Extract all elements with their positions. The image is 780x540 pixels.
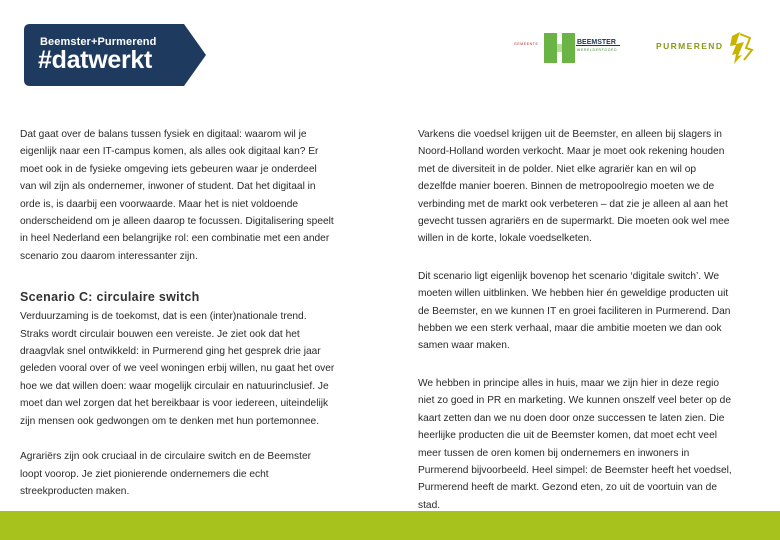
- text-line: moet dan wel zorgen dat het bereikbaar is voor iedereen, uiteindelijk: [20, 398, 329, 410]
- text-line: verbinding met de markt ook verbeteren – dat zie je alleen al aan het: [418, 198, 728, 210]
- text-line: niet zo goed in PR en marketing. We kunnen onszelf veel beter op de: [418, 395, 731, 407]
- left-paragraph-2: [20, 308, 390, 430]
- text-line: moeten willen uitblinken. We hebben hier én geweldige producten uit: [418, 288, 729, 300]
- text-line: meer tussen de oren komen bij ondernemers en inwoners in: [418, 447, 690, 459]
- text-line: hoe we dat willen doen: waar mogelijk circulair en natuurinclusief. Je: [20, 380, 329, 392]
- beemster-logo-name: BEEMSTER: [577, 39, 616, 46]
- beemster-logo: [514, 30, 624, 66]
- text-line: Purmerend bijvoorbeeld. Heel simpel: de Beemster heeft het voedsel,: [418, 464, 732, 476]
- page-header: [0, 0, 780, 118]
- text-line: kaart zetten dan we nu doen door onze successen te laten zien. Die: [418, 412, 725, 424]
- text-line: Purmerend heeft de markt. Gezond eten, zo uit de voortuin van de: [418, 482, 718, 494]
- text-line: Agrariërs zijn ook cruciaal in de circulaire switch en de Beemster: [20, 451, 312, 463]
- text-line: gevecht tussen agrariërs en de supermarkt. Die moeten ook wel mee: [418, 216, 730, 228]
- text-line: orde is, is daarbij een voorwaarde. Maar het is niet voldoende: [20, 198, 299, 210]
- purmerend-logo-name: PURMEREND: [656, 41, 724, 51]
- purmerend-lightning-icon: [726, 30, 756, 66]
- text-line: draagvlak snel ontwikkeld: in Purmerend ging het gesprek drie jaar: [20, 346, 321, 358]
- text-line: heerlijke producten die uit de Beemster komen, dat moet echt veel: [418, 430, 717, 442]
- text-line: Straks wordt circulair bouwen een vereiste. Je ziet ook dat het: [20, 328, 300, 340]
- text-line: streekproducten maken.: [20, 485, 130, 497]
- logo-line-1: Beemster+Purmerend: [40, 36, 157, 48]
- purmerend-logo: [656, 30, 756, 66]
- left-column: [20, 126, 390, 500]
- text-line: Noord-Holland worden verkocht. Maar je moet ook rekening houden: [418, 146, 725, 158]
- text-line: scenario zou daarom interessanter zijn.: [20, 250, 198, 262]
- right-paragraph-1: [418, 126, 766, 248]
- text-line: stad.: [418, 499, 441, 511]
- footer-bar: [0, 511, 780, 540]
- text-line: in heel Nederland een belangrijke rol: een combinatie met een ander: [20, 233, 330, 245]
- text-line: Varkens die voedsel krijgen uit de Beemster, en alleen bij slagers in: [418, 129, 722, 140]
- text-line: de Beemster, en we kunnen IT en groei faciliteren in Purmerend. Dan: [418, 305, 731, 317]
- logo-line-2: #datwerkt: [38, 46, 153, 74]
- text-line: willen in de korte, lokale voedselketen.: [418, 233, 592, 245]
- beemster-logo-prefix: GEMEENTE: [514, 42, 539, 46]
- text-line: geleden vooral over of we veel woningen erbij willen, nu gaat het over: [20, 363, 335, 375]
- text-line: eigenlijk naar een IT-campus komen, als alles ook digitaal kan? Er: [20, 146, 319, 158]
- text-line: hebben we een sterk verhaal, maar die ambitie moeten we dan ook: [418, 323, 722, 335]
- text-line: moet ook in de fysieke omgeving iets gebeuren waar je onderdeel: [20, 163, 317, 175]
- text-line: van wil zijn als ondernemer, inwoner of student. Dat het digitaal in: [20, 181, 316, 193]
- section-heading: Scenario C: circulaire switch: [20, 290, 200, 305]
- right-paragraph-2: [418, 268, 766, 355]
- text-line: dezelfde manier boeren. Binnen de metropoolregio moeten we de: [418, 181, 715, 193]
- left-paragraph-3: [20, 448, 390, 500]
- right-column: [418, 126, 766, 514]
- text-line: Dat gaat over de balans tussen fysiek en digitaal: waarom wil je: [20, 129, 307, 140]
- text-line: loopt voorop. Je ziet pionierende ondernemers die echt: [20, 468, 269, 480]
- text-line: Verduurzaming is de toekomst, dat is een (inter)nationale trend.: [20, 311, 307, 323]
- right-paragraph-3: [418, 375, 766, 514]
- text-line: Dit scenario ligt eigenlijk bovenop het scenario ‘digitale switch’. We: [418, 270, 720, 282]
- left-paragraph-1: [20, 126, 390, 265]
- beemster-logo-subtitle: WERELDERFGOED: [577, 48, 618, 52]
- text-line: We hebben in principe alles in huis, maar we zijn hier in deze regio: [418, 377, 720, 389]
- text-line: zijn mensen ook gedwongen om te denken met hun portemonnee.: [20, 415, 320, 427]
- text-line: samen waar maken.: [418, 340, 510, 352]
- text-line: met de diversiteit in de polder. Niet elke agrariër kan en wil op: [418, 163, 697, 175]
- datwerkt-logo: [24, 24, 206, 86]
- text-line: onderscheidend om je alleen daarop te focussen. Digitalisering speelt: [20, 216, 334, 228]
